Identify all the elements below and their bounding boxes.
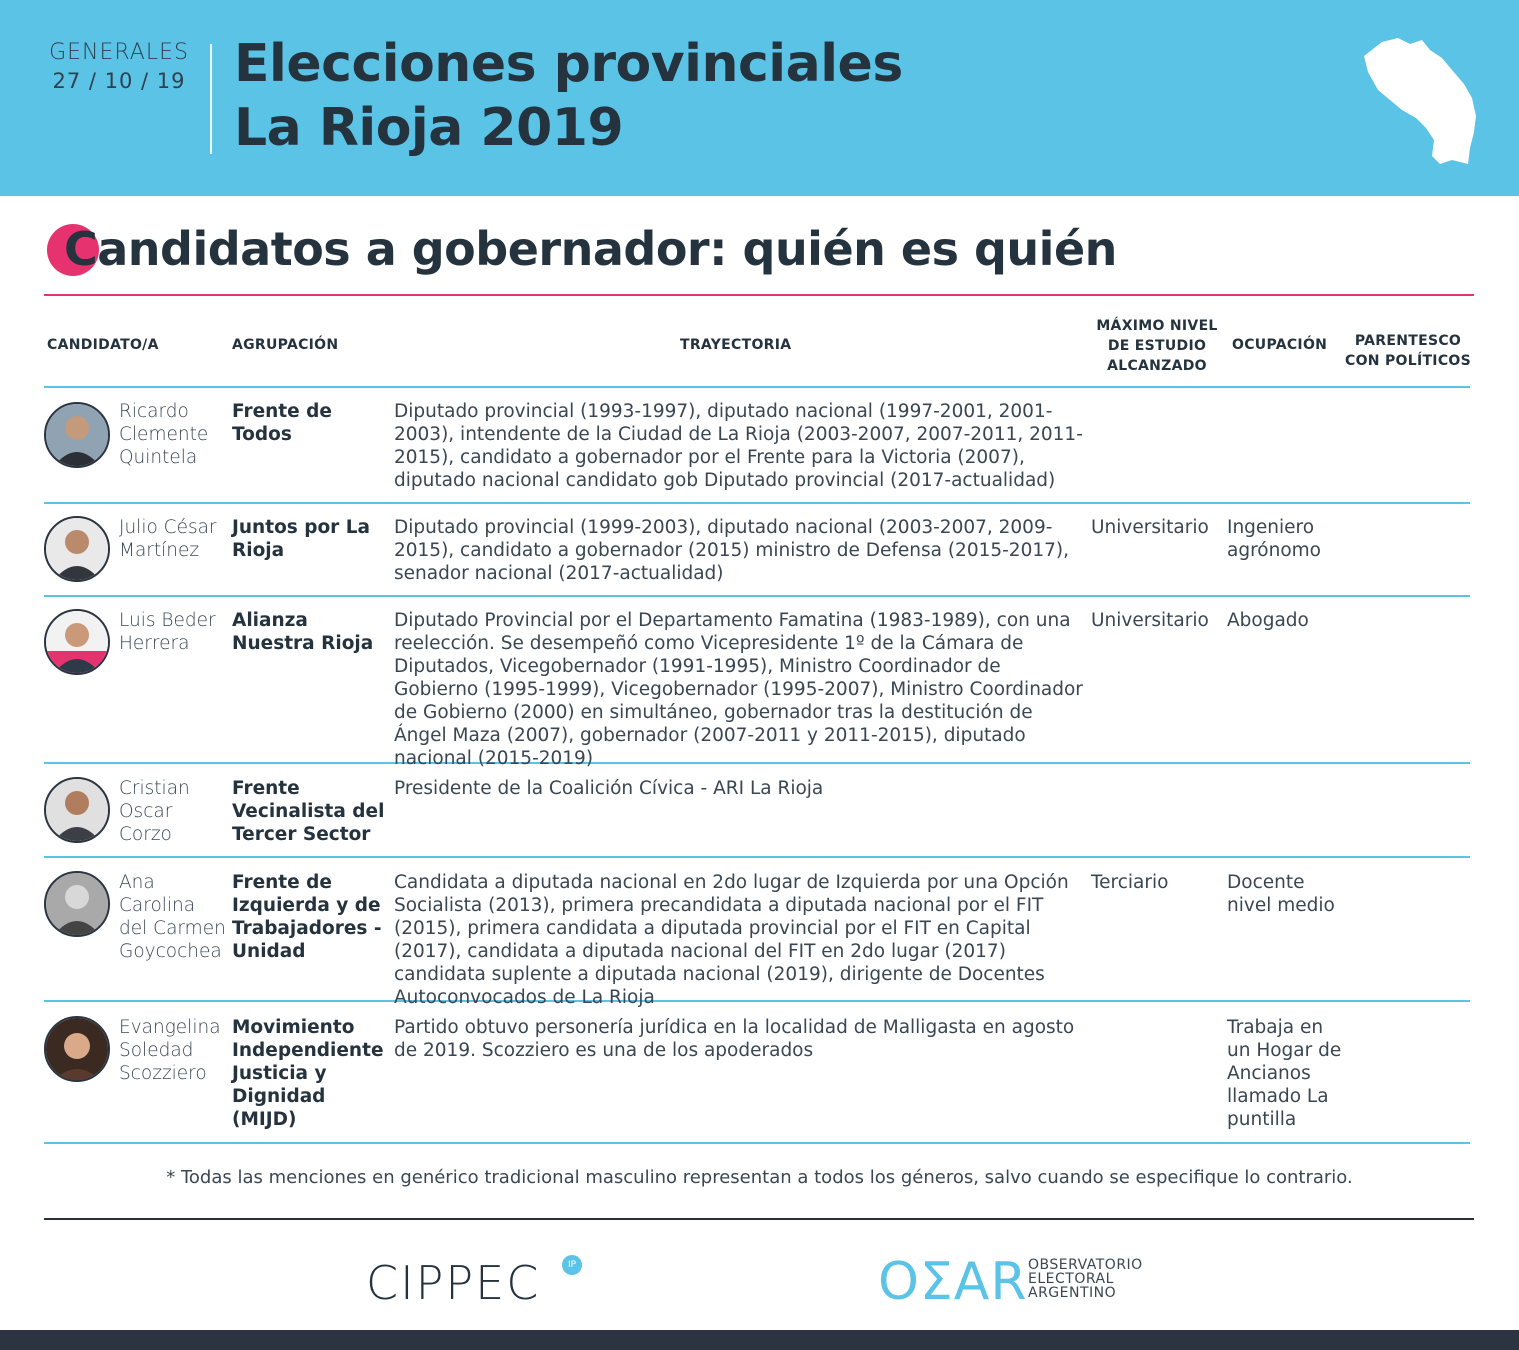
candidate-education: Universitario [1091,517,1209,538]
row-divider [44,595,1470,597]
candidate-name: Cristian Oscar Corzo [119,778,190,845]
candidate-career: Candidata a diputada nacional en 2do lugar de Izquierda por una Opción Socialista (2013), primera precandidata a diputada nacional por el FIT (2015), primera candidata a diputada provincial por el FIT en Capital (2017), candidata a diputada nacional del FIT en 2do lugar (2017) candidata suplente a diputada nacional (2019), dirigente de Docentes Autoconvocados de La Rioja [394,872,1069,1008]
page-title-line2: La Rioja 2019 [234,98,624,158]
row-divider [44,502,1470,504]
candidate-photo [44,609,110,675]
candidate-party: Juntos por La Rioja [232,517,371,561]
candidate-occupation: Trabaja en un Hogar de Ancianos llamado La puntilla [1227,1017,1342,1130]
column-header-parentesco-line2: CON POLÍTICOS [1345,353,1471,369]
oear-line3: ARGENTINO [1028,1285,1117,1301]
column-header-parentesco-line1: PARENTESCO [1354,333,1462,349]
candidate-party: Frente Vecinalista del Tercer Sector [232,778,385,845]
column-header-estudio [1092,316,1222,376]
candidate-career: Partido obtuvo personería jurídica en la localidad de Malligasta en agosto de 2019. Scozziero es una de los apoderados [394,1017,1075,1061]
oear-line2: ELECTORAL [1028,1271,1114,1287]
la-rioja-map-icon [1360,36,1485,168]
footer-rule [44,1218,1474,1220]
column-header-ocupacion: OCUPACIÓN [1232,337,1328,353]
column-header-estudio-line2: DE ESTUDIO [1107,338,1207,354]
candidate-career: Diputado provincial (1999-2003), diputado nacional (2003-2007, 2009-2015), candidato a gobernador (2015) ministro de Defensa (2015-2017), senador nacional (2017-actualidad) [394,517,1069,584]
column-header-estudio-line1: MÁXIMO NIVEL [1096,318,1218,334]
candidate-career: Diputado provincial (1993-1997), diputado nacional (1997-2001, 2001-2003), intendente de la Ciudad de La Rioja (2003-2007, 2007-2011, 2011-2015), candidato a gobernador por el Frente para la Victoria (2007), diputado nacional candidato gob Diputado provincial (2017-actualidad) [394,401,1083,491]
candidate-name: Ricardo Clemente Quintela [119,401,209,468]
oear-logo-text [1028,1258,1143,1300]
candidate-occupation: Abogado [1227,610,1309,631]
candidate-name: Julio César Martínez [119,517,217,561]
header-band [0,0,1519,196]
candidate-education: Universitario [1091,610,1209,631]
candidate-name: Luis Beder Herrera [119,610,216,654]
candidate-photo [44,777,110,843]
page-title-line1: Elecciones provinciales [234,34,903,94]
candidate-party: Alianza Nuestra Rioja [232,610,374,654]
election-type-block [44,40,194,93]
candidate-party: Frente de Izquierda y de Trabajadores - Unidad [232,872,382,962]
row-divider [44,386,1470,388]
candidate-photo [44,1016,110,1082]
election-date: 27 / 10 / 19 [52,69,186,93]
column-header-estudio-line3: ALCANZADO [1107,358,1207,374]
candidate-occupation: Docente nivel medio [1227,872,1335,916]
column-header-agrupacion: AGRUPACIÓN [232,337,339,353]
candidate-occupation: Ingeniero agrónomo [1227,517,1321,561]
bottom-bar [0,1330,1519,1350]
candidate-photo [44,402,110,468]
oear-line1: OBSERVATORIO [1028,1257,1143,1273]
cippec-logo: CIPPEC [366,1256,541,1310]
section-title: Candidatos a gobernador: quién es quién [64,222,1117,276]
section-rule [44,294,1474,296]
footnote: * Todas las menciones en genérico tradicional masculino representan a todos los géneros, salvo cuando se especifique lo contrario. [166,1167,1353,1188]
page-title [234,32,903,160]
candidate-career: Diputado Provincial por el Departamento Famatina (1983-1989), con una reelección. Se desempeñó como Vicepresidente 1º de la Cámara de Diputados, Vicegobernador (1991-1995), Ministro Coordinador de Gobierno (1995-1999), Vicegobernador (1995-2007), Ministro Coordinador de Gobierno (2000) en simultáneo, gobernador tras la destitución de Ángel Maza (2007), gobernador (2007-2011 y 2011-2015), diputado nacional (2015-2019) [394,610,1083,769]
column-header-trayectoria: TRAYECTORIA [680,337,792,353]
candidate-party: Frente de Todos [232,401,332,445]
column-header-parentesco [1343,331,1473,371]
column-header-candidato: CANDIDATO/A [47,337,159,353]
election-kicker: GENERALES [49,40,189,65]
candidate-education: Terciario [1091,872,1169,893]
row-divider [44,1142,1470,1144]
cippec-badge-icon: IP [562,1255,582,1275]
candidate-photo [44,871,110,937]
candidate-name: Ana Carolina del Carmen Goycochea [119,872,226,962]
candidate-photo [44,516,110,582]
oear-logo: OΣAR [878,1252,1028,1312]
row-divider [44,856,1470,858]
candidate-name: Evangelina Soledad Scozziero [119,1017,221,1084]
header-divider [210,44,212,154]
candidate-party: Movimiento Independiente Justicia y Dignidad (MIJD) [232,1017,384,1130]
candidate-career: Presidente de la Coalición Cívica - ARI La Rioja [394,778,824,799]
